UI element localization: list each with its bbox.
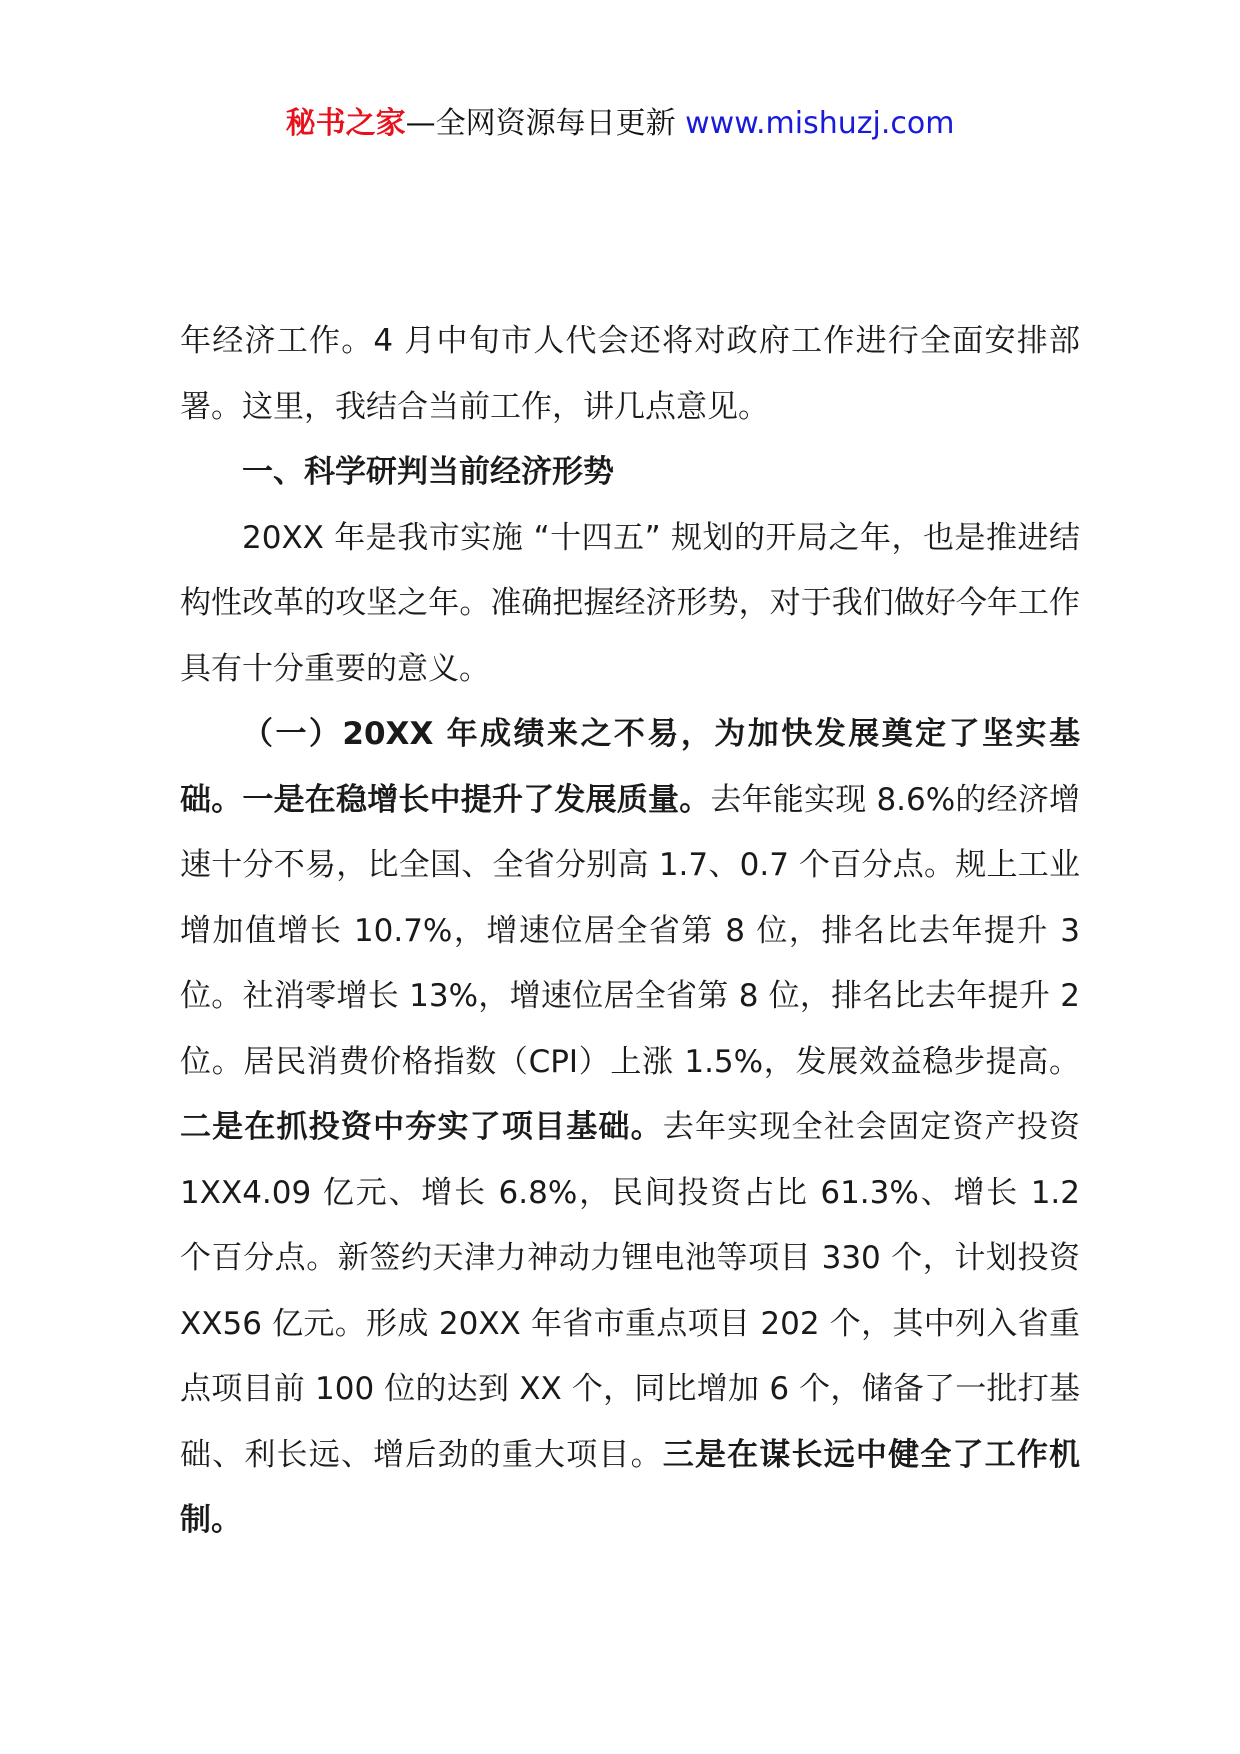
point-1-text: 去年能实现 8.6%的经济增速十分不易，比全国、全省分别高 1.7、0.7 个百分点。规上工业增加值增长 10.7%，增速位居全省第 8 位，排名比去年提升 3 位。社消零增长 13%，增速位居全省第 8 位，排名比去年提升 2 位。居民消费价格指数（CPI）上涨 1.5%，发展效益稳步提高。 [180, 781, 1081, 1080]
point-1-title: 一是在稳增长中提升了发展质量。 [242, 781, 711, 818]
paragraph-overview: 20XX 年是我市实施 “十四五” 规划的开局之年，也是推进结构性改革的攻坚之年。准确把握经济形势，对于我们做好今年工作具有十分重要的意义。 [180, 519, 1080, 687]
subheading: （一）20XX 年成绩来之不易，为加快发展奠定了坚实基础。 [180, 716, 1080, 818]
section-heading: 一、科学研判当前经济形势 [242, 454, 614, 490]
paragraph-achievements [180, 702, 1080, 1554]
point-2-text: 去年实现全社会固定资产投资 1XX4.09 亿元、增长 6.8%，民间投资占比 61.3%、增长 1.2 个百分点。新签约天津力神动力锂电池等项目 330 个，计划投资 XX56 亿元。形成 20XX 年省市重点项目 202 个，其中列入省重点项目前 100 位的达到 XX 个，同比增加 6 个，储备了一批打基础、利长远、增后劲的重大项目。 [180, 1109, 1081, 1473]
paragraph-intro: 年经济工作。4 月中旬市人代会还将对政府工作进行全面安排部署。这里，我结合当前工作，讲几点意见。 [180, 323, 1080, 425]
site-url-link[interactable]: www.mishuzj.com [685, 106, 955, 141]
site-brand: 秘书之家 [285, 106, 406, 141]
document-body [180, 309, 1080, 1554]
site-tagline: —全网资源每日更新 [405, 106, 686, 141]
point-3-title: 三是在谋长远中健全了工作机制。 [180, 1436, 1081, 1538]
point-2-title: 二是在抓投资中夯实了项目基础。 [180, 1109, 663, 1145]
site-header [0, 98, 1240, 150]
